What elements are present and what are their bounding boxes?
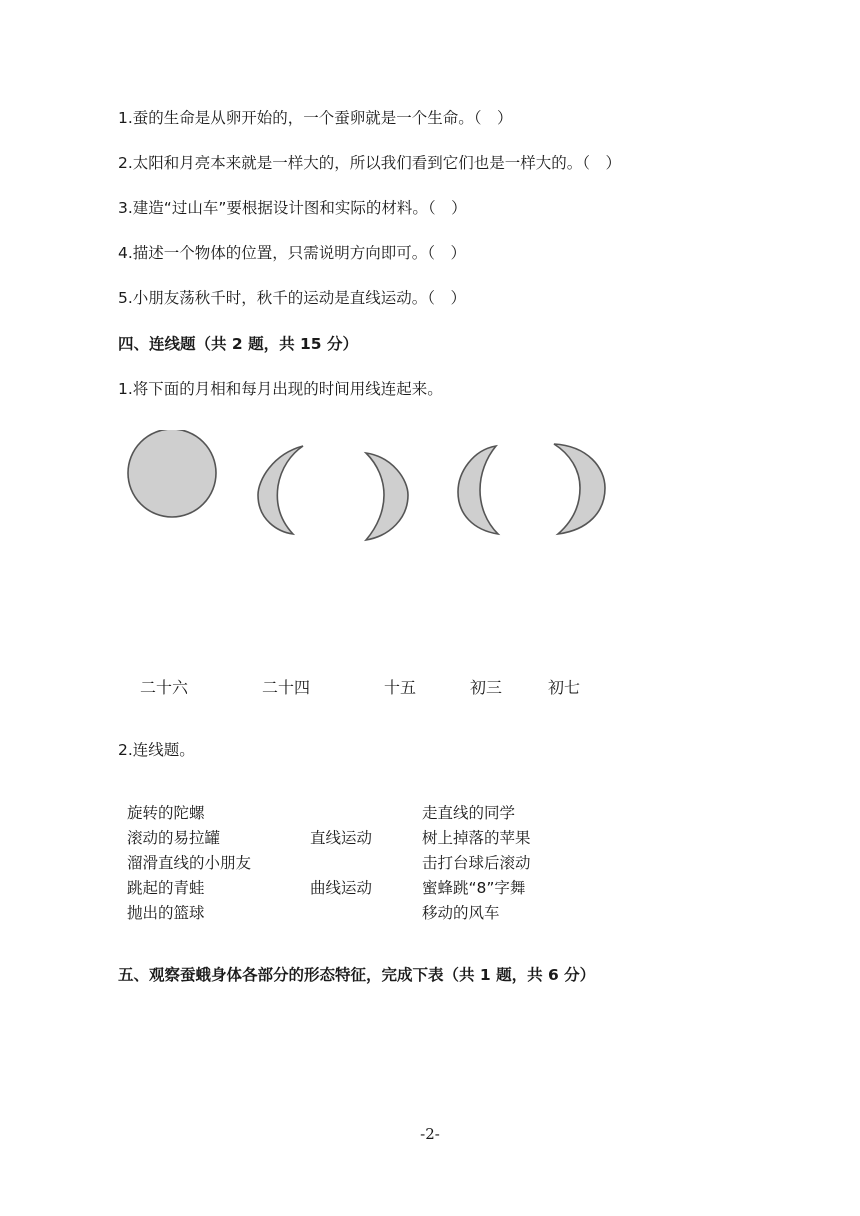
section-5-title: 五、观察蚕蛾身体各部分的形态特征，完成下表（共 1 题，共 6 分） — [118, 966, 596, 984]
phase-label: 初三 — [470, 678, 503, 697]
phase-label: 初七 — [548, 678, 581, 697]
page-number: -2- — [420, 1125, 440, 1143]
waxing-crescent-icon — [366, 453, 408, 540]
waxing-gibbous-crescent-icon — [554, 444, 605, 534]
right-item: 蜜蜂跳“8”字舞 — [422, 879, 526, 897]
middle-item: 曲线运动 — [310, 879, 373, 897]
left-item: 跳起的青蛙 — [127, 879, 205, 897]
section-4-question-1: 1.将下面的月相和每月出现的时间用线连起来。 — [118, 380, 443, 398]
judge-question-4: 4.描述一个物体的位置，只需说明方向即可。（ ） — [118, 244, 467, 262]
left-item: 溜滑直线的小朋友 — [127, 854, 252, 872]
left-item: 滚动的易拉罐 — [127, 829, 221, 847]
middle-item: 直线运动 — [310, 829, 373, 847]
waning-crescent-icon — [458, 446, 498, 534]
section-4-question-2: 2.连线题。 — [118, 741, 195, 759]
waning-crescent-icon — [258, 446, 303, 534]
judge-question-5: 5.小朋友荡秋千时，秋千的运动是直线运动。（ ） — [118, 289, 467, 307]
right-item: 移动的风车 — [422, 904, 500, 922]
judge-question-3: 3.建造“过山车”要根据设计图和实际的材料。（ ） — [118, 199, 467, 217]
left-item: 抛出的篮球 — [127, 904, 205, 922]
section-4-title: 四、连线题（共 2 题，共 15 分） — [118, 335, 358, 353]
phase-label: 十五 — [384, 678, 417, 697]
judge-question-2: 2.太阳和月亮本来就是一样大的，所以我们看到它们也是一样大的。（ ） — [118, 154, 622, 172]
right-item: 走直线的同学 — [422, 804, 516, 822]
phase-label: 二十四 — [262, 678, 311, 697]
moon-phases-figure — [118, 430, 618, 550]
full-moon-icon — [128, 430, 216, 517]
right-item: 击打台球后滚动 — [422, 854, 531, 872]
phase-label: 二十六 — [140, 678, 189, 697]
judge-question-1: 1.蚕的生命是从卵开始的，一个蚕卵就是一个生命。（ ） — [118, 109, 513, 127]
right-item: 树上掉落的苹果 — [422, 829, 531, 847]
left-item: 旋转的陀螺 — [127, 804, 205, 822]
